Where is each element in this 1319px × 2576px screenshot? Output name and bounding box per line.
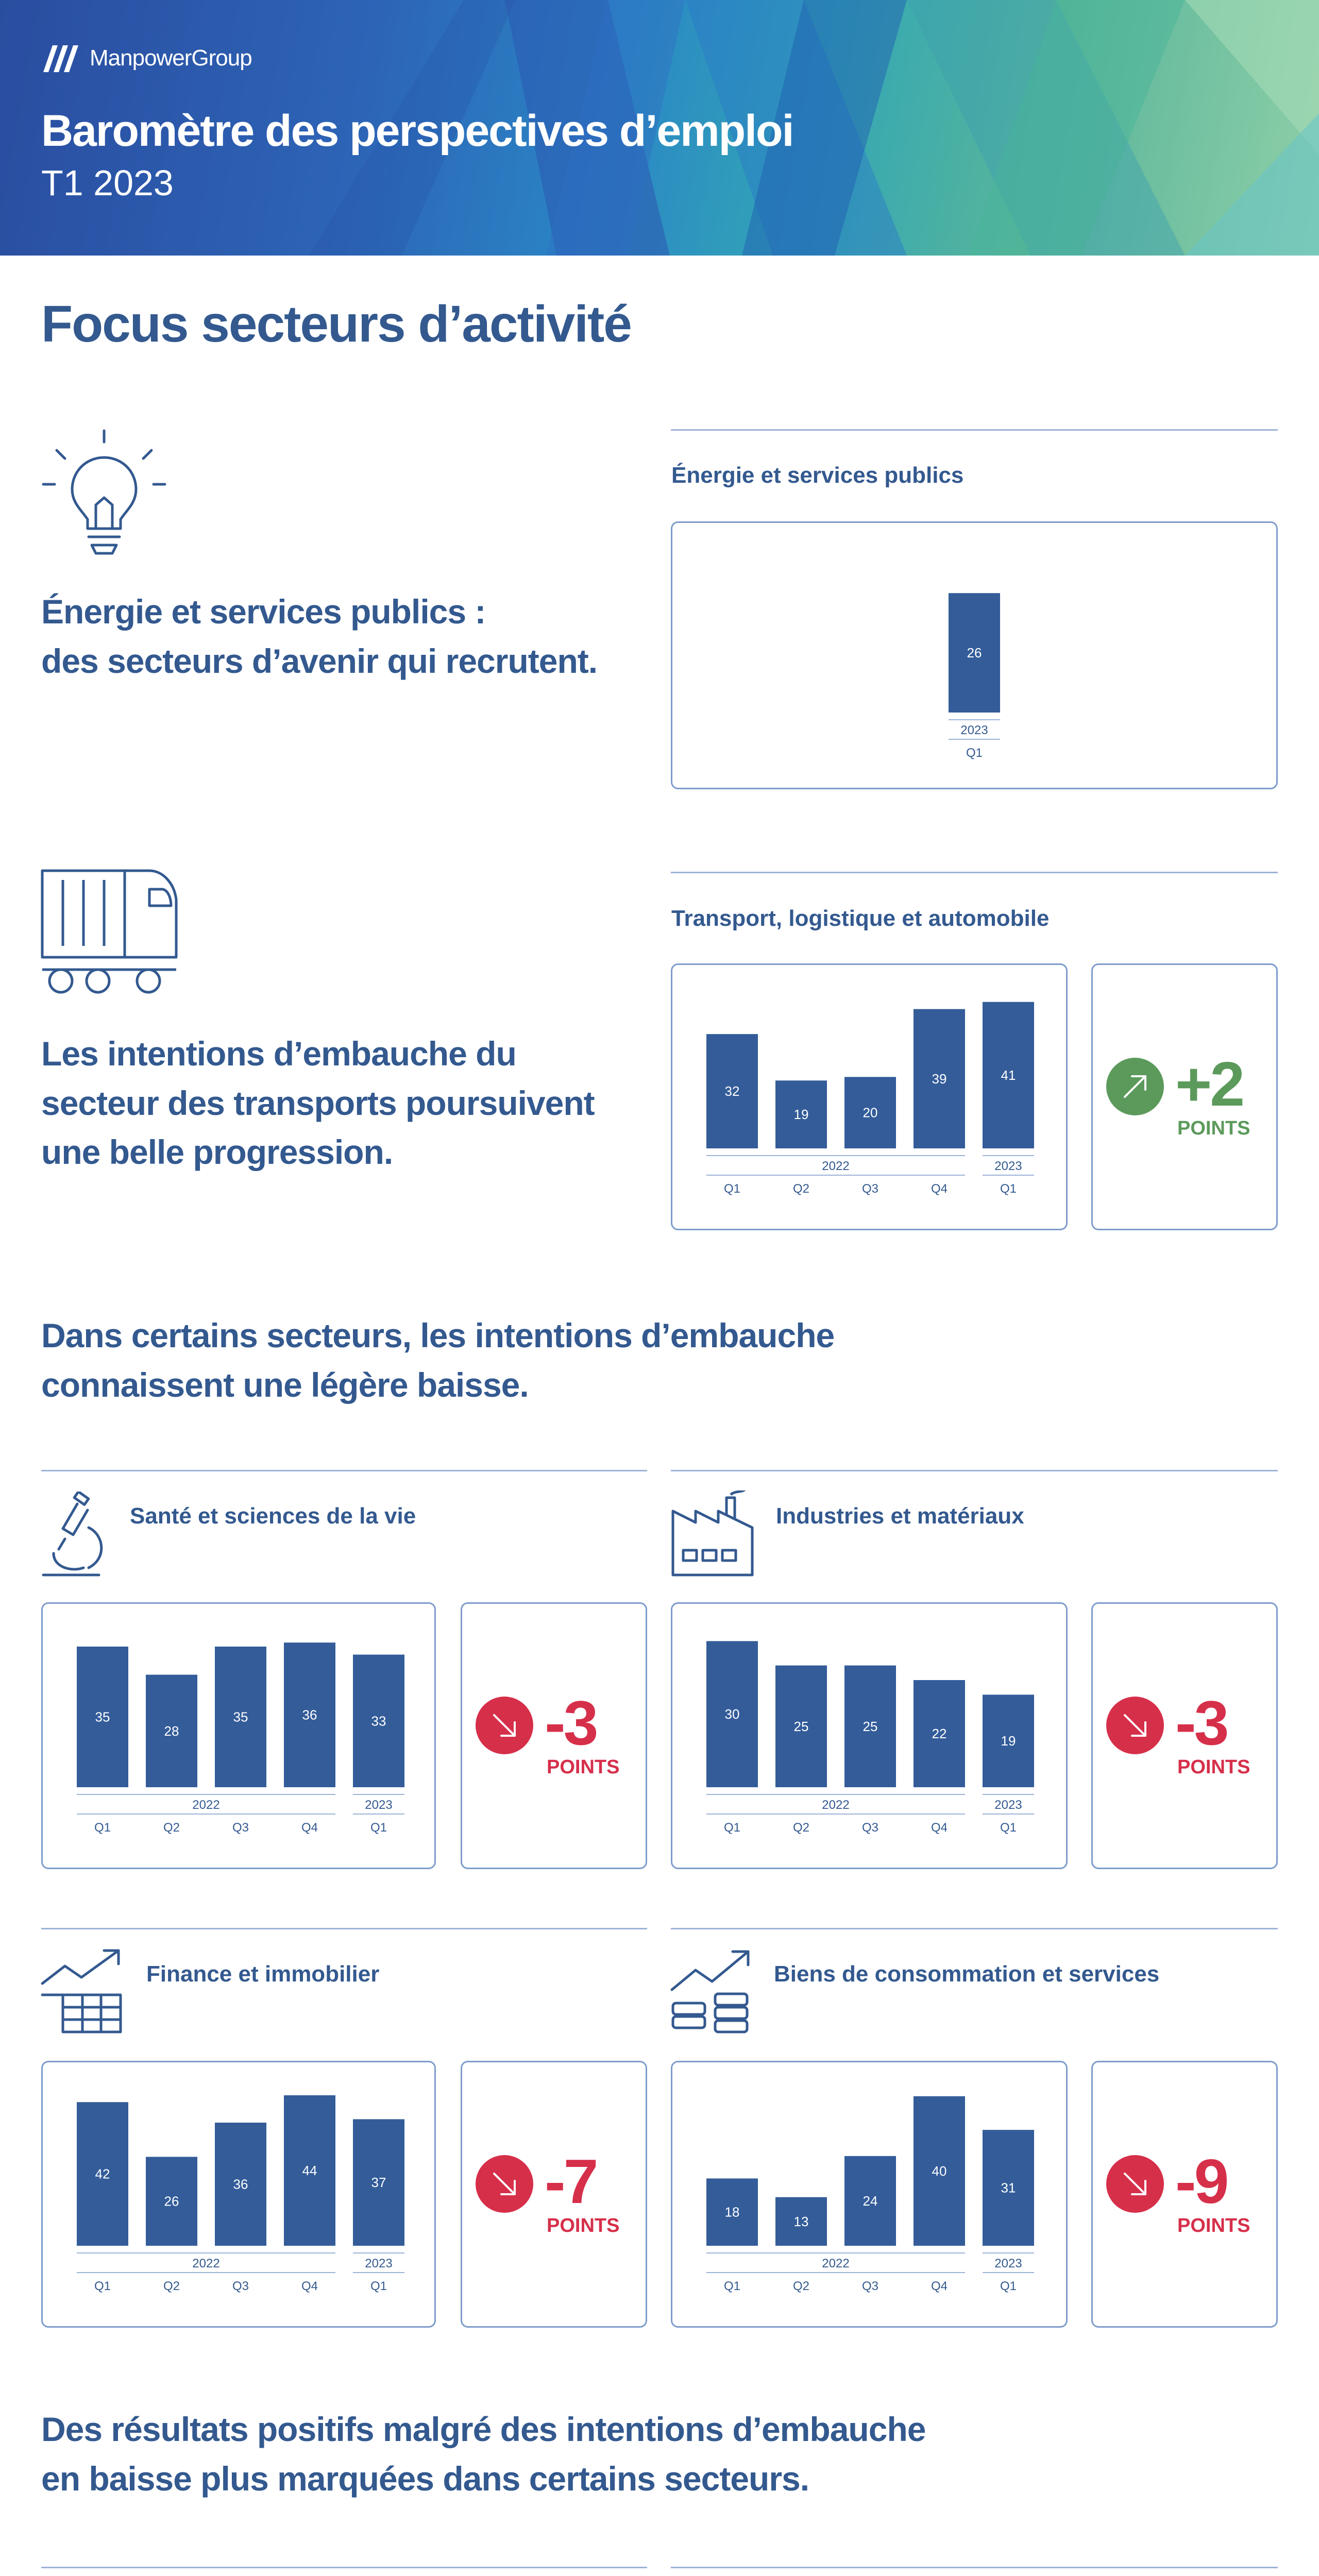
bar-chart-1 xyxy=(672,965,1066,1229)
change-card-industrie xyxy=(1091,1602,1278,1869)
trend-down-icon xyxy=(1106,2155,1164,2213)
bar-value-label: 36 xyxy=(302,1707,317,1723)
change-value: +2 xyxy=(1175,1049,1243,1119)
change-unit: POINTS xyxy=(1177,2215,1250,2236)
bar-chart-3 xyxy=(672,1604,1066,1868)
divider-comm xyxy=(671,2567,1278,2568)
divider-sante xyxy=(41,1470,647,1471)
bar-value-label: 37 xyxy=(371,2175,386,2191)
x-tick-label: Q1 xyxy=(723,1821,741,1835)
year-group-label: 2023 xyxy=(365,1798,393,1812)
change-card-biens xyxy=(1091,2061,1278,2328)
divider-transport xyxy=(671,872,1278,873)
logo xyxy=(41,40,252,76)
lightbulb-icon xyxy=(40,428,174,562)
x-tick-label: Q1 xyxy=(370,1821,387,1835)
chart-card-sante xyxy=(41,1602,436,1869)
bar-value-label: 26 xyxy=(164,2193,179,2209)
transport-statement xyxy=(41,1029,595,1177)
sector-title-biens: Biens de consommation et services xyxy=(774,1961,1160,1987)
change-card-sante xyxy=(461,1602,647,1869)
divider-industrie xyxy=(671,1470,1278,1471)
bar-value-label: 35 xyxy=(95,1709,110,1725)
bar-chart-2 xyxy=(43,1604,434,1868)
manpower-logo-icon xyxy=(41,40,82,76)
x-tick-label: Q2 xyxy=(163,1821,180,1835)
x-tick-label: Q1 xyxy=(1000,2279,1017,2293)
bar-value-label: 28 xyxy=(164,1723,179,1739)
bar-value-label: 25 xyxy=(863,1718,878,1734)
energy-statement-line1: Énergie et services publics : xyxy=(41,592,486,631)
x-tick-label: Q2 xyxy=(792,1182,810,1196)
bar-value-label: 39 xyxy=(932,1071,947,1087)
divider-finance xyxy=(41,1928,647,1929)
year-group-label: 2023 xyxy=(994,2257,1022,2270)
section-decline-line2: connaissent une légère baisse. xyxy=(41,1365,529,1404)
divider-tech xyxy=(41,2567,647,2568)
trend-up-icon xyxy=(1106,1058,1164,1115)
factory-icon xyxy=(670,1490,757,1578)
divider-biens xyxy=(671,1928,1278,1929)
divider-energy xyxy=(671,429,1278,431)
change-unit: POINTS xyxy=(547,2215,620,2236)
microscope-icon xyxy=(41,1492,108,1579)
banner-title: Baromètre des perspectives d’emploi xyxy=(41,106,793,156)
sector-title-finance: Finance et immobilier xyxy=(146,1961,380,1987)
x-tick-label: Q1 xyxy=(966,746,983,760)
x-tick-label: Q4 xyxy=(301,2279,318,2293)
bar-value-label: 31 xyxy=(1001,2180,1016,2196)
section-stronger-line2: en baisse plus marquées dans certains secteurs. xyxy=(41,2459,809,2498)
bar-value-label: 22 xyxy=(932,1726,947,1741)
x-tick-label: Q2 xyxy=(163,2279,180,2293)
year-group-label: 2023 xyxy=(994,1798,1022,1812)
energy-statement xyxy=(41,587,597,686)
bar-value-label: 19 xyxy=(793,1107,809,1123)
section-title-stronger-decline xyxy=(41,2405,925,2503)
x-tick-label: Q1 xyxy=(94,2279,111,2293)
trend-down-icon xyxy=(476,2155,533,2213)
bar-value-label: 26 xyxy=(967,645,982,661)
chart-card-transport xyxy=(671,963,1068,1230)
energy-statement-line2: des secteurs d’avenir qui recrutent. xyxy=(41,641,598,680)
x-tick-label: Q4 xyxy=(301,1821,318,1835)
change-card-transport xyxy=(1091,963,1278,1230)
transport-statement-line1: Les intentions d’embauche du xyxy=(41,1035,516,1073)
transport-statement-line3: une belle progression. xyxy=(41,1133,393,1172)
change-value: -3 xyxy=(545,1688,597,1758)
x-tick-label: Q3 xyxy=(861,2279,879,2293)
change-unit: POINTS xyxy=(547,1756,620,1778)
section-decline-line1: Dans certains secteurs, les intentions d’embauche xyxy=(41,1316,835,1354)
change-card-finance xyxy=(461,2061,647,2328)
x-tick-label: Q4 xyxy=(931,1182,948,1196)
chart-card-finance xyxy=(41,2061,436,2328)
change-value: -7 xyxy=(545,2146,597,2216)
chart-card-biens xyxy=(671,2061,1068,2328)
x-tick-label: Q3 xyxy=(232,1821,249,1835)
x-tick-label: Q1 xyxy=(1000,1821,1017,1835)
trend-down-icon xyxy=(1106,1697,1164,1754)
banner-subtitle: T1 2023 xyxy=(41,163,174,203)
transport-statement-line2: secteur des transports poursuivent xyxy=(41,1083,595,1122)
x-tick-label: Q1 xyxy=(94,1821,111,1835)
year-group-label: 2022 xyxy=(822,1159,850,1173)
x-tick-label: Q3 xyxy=(232,2279,249,2293)
sector-title-energie: Énergie et services publics xyxy=(671,463,964,488)
x-tick-label: Q4 xyxy=(931,2279,948,2293)
bar-chart-5 xyxy=(672,2062,1066,2326)
year-group-label: 2023 xyxy=(960,723,988,737)
logo-text: ManpowerGroup xyxy=(90,45,252,71)
x-tick-label: Q1 xyxy=(723,1182,741,1196)
year-group-label: 2022 xyxy=(192,1798,220,1812)
bar-value-label: 20 xyxy=(863,1105,878,1121)
year-group-label: 2022 xyxy=(192,2257,220,2270)
sector-title-transport: Transport, logistique et automobile xyxy=(671,906,1050,931)
year-group-label: 2022 xyxy=(822,1798,850,1812)
change-unit: POINTS xyxy=(1177,1117,1250,1139)
bar-value-label: 36 xyxy=(233,2176,248,2192)
year-group-label: 2023 xyxy=(994,1159,1022,1173)
x-tick-label: Q3 xyxy=(861,1182,879,1196)
bar-value-label: 19 xyxy=(1001,1733,1016,1749)
x-tick-label: Q1 xyxy=(370,2279,387,2293)
year-group-label: 2022 xyxy=(822,2257,850,2270)
bar-value-label: 18 xyxy=(724,2204,740,2220)
section-stronger-line1: Des résultats positifs malgré des intentions d’embauche xyxy=(41,2410,926,2448)
growth-coins-icon xyxy=(670,1947,757,2035)
bar-value-label: 35 xyxy=(233,1709,248,1725)
bar-value-label: 24 xyxy=(863,2193,878,2209)
bar-chart-4 xyxy=(43,2062,434,2326)
header-banner xyxy=(0,0,1319,256)
change-unit: POINTS xyxy=(1177,1756,1250,1778)
chart-card-industrie xyxy=(671,1602,1068,1869)
x-tick-label: Q4 xyxy=(931,1821,948,1835)
sector-title-sante: Santé et sciences de la vie xyxy=(130,1503,416,1529)
chart-card-energie xyxy=(671,521,1278,789)
bar-value-label: 33 xyxy=(371,1713,386,1729)
change-value: -9 xyxy=(1175,2146,1227,2216)
year-group-label: 2023 xyxy=(365,2257,393,2270)
x-tick-label: Q3 xyxy=(861,1821,879,1835)
x-tick-label: Q1 xyxy=(1000,1182,1017,1196)
section-title-decline xyxy=(41,1311,834,1410)
bar-value-label: 44 xyxy=(302,2162,317,2178)
chart-building-icon xyxy=(40,1947,128,2035)
trend-down-icon xyxy=(476,1697,533,1754)
x-tick-label: Q1 xyxy=(723,2279,741,2293)
x-tick-label: Q2 xyxy=(792,2279,810,2293)
bar-value-label: 13 xyxy=(793,2213,809,2229)
truck-icon xyxy=(40,869,184,997)
change-value: -3 xyxy=(1175,1688,1227,1758)
bar-value-label: 32 xyxy=(724,1083,740,1099)
page-title: Focus secteurs d’activité xyxy=(41,295,631,353)
bar-value-label: 40 xyxy=(932,2163,947,2179)
bar-value-label: 41 xyxy=(1001,1067,1016,1083)
bar-value-label: 42 xyxy=(95,2166,110,2182)
bar-chart-0 xyxy=(672,523,1276,788)
bar-value-label: 30 xyxy=(724,1706,740,1722)
sector-title-industrie: Industries et matériaux xyxy=(776,1503,1024,1529)
x-tick-label: Q2 xyxy=(792,1821,810,1835)
bar-value-label: 25 xyxy=(793,1718,809,1734)
